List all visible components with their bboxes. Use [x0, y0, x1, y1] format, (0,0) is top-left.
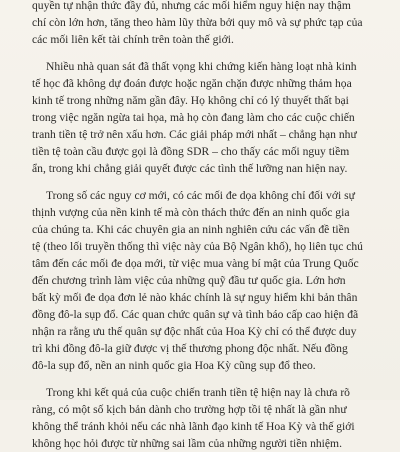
text-line: tâm đến các mối đe dọa mới, từ việc mua vàng bí mật của Trung Quốc [32, 257, 359, 270]
text-line: không thể tránh khỏi nếu các nhà lãnh đạo kinh tế Hoa Kỳ và thế giới [32, 420, 355, 433]
text-line: thịnh vượng của nền kinh tế mà còn thách thức đến an ninh quốc gia [32, 206, 350, 219]
text-line: của chúng ta. Khi các chuyên gia an ninh nghiên cứu các vấn đề tiền [32, 223, 350, 236]
text-line: ràng, có một số kịch bản dành cho trường hợp tồi tệ nhất là gần như [32, 403, 347, 416]
text-line: Trong khi kết quả của cuộc chiến tranh tiền tệ hiện nay là chưa rõ [46, 386, 350, 399]
paragraph-1 [32, 0, 376, 48]
text-line: Nhiều nhà quan sát đã thất vọng khi chứng kiến hàng loạt nhà kinh [46, 60, 357, 73]
text-line: kinh tế trong những năm gần đây. Họ không chỉ có lý thuyết thất bại [32, 94, 349, 107]
text-line: tế học đã không dự đoán được hoặc ngăn chặn được những thảm họa [32, 77, 352, 90]
text-line: đồng đô-la sụp đổ. Các quan chức quân sự và tình báo cấp cao hiện đã [32, 308, 359, 321]
paragraph-gap [32, 48, 376, 58]
text-line: tiền tệ toàn cầu được gọi là đồng SDR – cho thấy các mối nguy tiềm [32, 145, 350, 158]
text-line: chí còn lớn hơn, tăng theo hàm lũy thừa bởi quy mô và sự phức tạp của [32, 16, 363, 29]
text-line: đến chương trình làm việc của những quỹ đầu tư quốc gia. Lớn hơn [32, 274, 346, 287]
text-line: ẩn, trong khi chẳng giải quyết được các tình thế lưỡng nan hiện nay. [32, 162, 348, 175]
paragraph-gap [32, 374, 376, 384]
text-line: bất kỳ mối đe dọa đơn lẻ nào khác chính là sự nguy hiểm khi bản thân [32, 291, 358, 304]
text-line: các mối liên kết tài chính trên toàn thế giới. [32, 33, 234, 46]
text-line: Trong số các nguy cơ mới, có các mối đe dọa không chỉ đối với sự [46, 189, 355, 202]
paragraph-4 [32, 384, 376, 450]
paragraph-3 [32, 187, 376, 374]
text-line: trì khi đồng đô-la giữ được vị thế thương phong độc nhất. Nếu đồng [32, 342, 348, 355]
text-line: nhận ra rằng ưu thế quân sự độc nhất của Hoa Kỳ chỉ có thể được duy [32, 325, 357, 338]
paragraph-2 [32, 58, 376, 177]
text-line: tranh tiền tệ trở nên xấu hơn. Các giải pháp mới nhất – chẳng hạn như [32, 128, 357, 141]
text-line: tệ (theo lối truyền thống thì việc này của Bộ Ngân khố), họ liên tục chú [32, 240, 363, 253]
paragraph-gap [32, 177, 376, 187]
text-line: đô-la sụp đổ, nền an ninh quốc gia Hoa Kỳ cũng sụp đổ theo. [32, 359, 316, 372]
body-text [32, 0, 376, 450]
text-line: quyền tự nhận thức đầy đủ, nhưng các mối hiểm nguy hiện nay thậm [32, 0, 351, 12]
text-line: không học hỏi được từ những sai lầm của những người tiền nhiệm. [32, 437, 342, 450]
text-line: trong việc ngăn ngừa tai họa, mà họ còn đang làm cho các cuộc chiến [32, 111, 355, 124]
